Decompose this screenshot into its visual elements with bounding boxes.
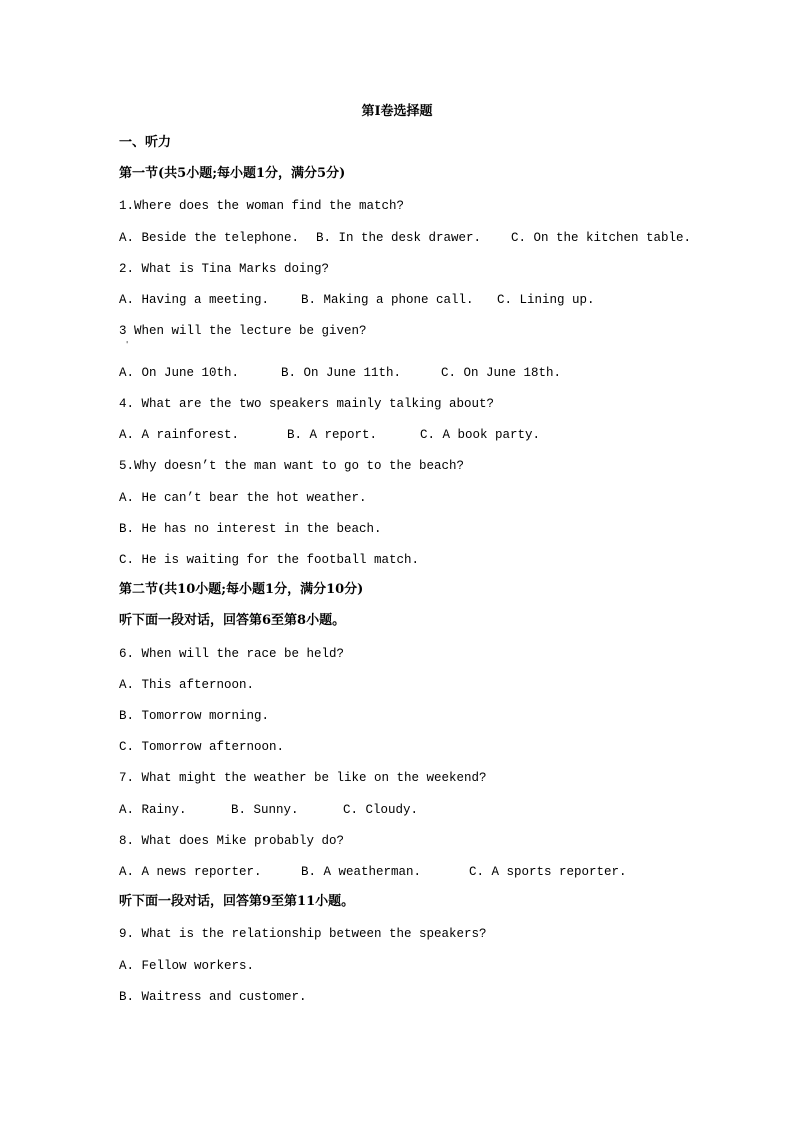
question-3-option-c: C. On June 18th. (441, 366, 562, 380)
dialog-1-instruction: 听下面一段对话，回答第6至第8小题。 (119, 613, 346, 628)
question-7-option-b: B. Sunny. (231, 803, 299, 817)
question-6-option-b: B. Tomorrow morning. (119, 709, 270, 723)
question-7-option-c: C. Cloudy. (343, 803, 419, 817)
question-7-option-a: A. Rainy. (119, 803, 187, 817)
question-5-option-c: C. He is waiting for the football match. (119, 553, 420, 567)
question-6-option-c: C. Tomorrow afternoon. (119, 740, 285, 754)
question-1-option-a: A. Beside the telephone. (119, 231, 300, 245)
question-6: 6. When will the race be held? (119, 647, 345, 661)
question-3: 3 When will the lecture be given? (119, 324, 367, 338)
section-2-header: 第二节(共10小题;每小题1分，满分10分) (119, 582, 364, 597)
stray-mark: ' (126, 340, 129, 349)
question-4: 4. What are the two speakers mainly talking about? (119, 397, 495, 411)
question-8-option-a: A. A news reporter. (119, 865, 262, 879)
question-9-option-a: A. Fellow workers. (119, 959, 255, 973)
question-8: 8. What does Mike probably do? (119, 834, 345, 848)
dialog-2-instruction: 听下面一段对话，回答第9至第11小题。 (119, 894, 355, 909)
question-5-option-a: A. He can’t bear the hot weather. (119, 491, 367, 505)
question-9-option-b: B. Waitress and customer. (119, 990, 307, 1004)
question-5-option-b: B. He has no interest in the beach. (119, 522, 382, 536)
question-5: 5.Why doesn’t the man want to go to the beach? (119, 459, 465, 473)
question-8-option-b: B. A weatherman. (301, 865, 422, 879)
question-7: 7. What might the weather be like on the weekend? (119, 771, 487, 785)
question-3-option-a: A. On June 10th. (119, 366, 240, 380)
question-9: 9. What is the relationship between the speakers? (119, 927, 487, 941)
question-1: 1.Where does the woman find the match? (119, 199, 405, 213)
question-2-option-b: B. Making a phone call. (301, 293, 474, 307)
question-2: 2. What is Tina Marks doing? (119, 262, 330, 276)
question-2-option-a: A. Having a meeting. (119, 293, 270, 307)
question-4-option-b: B. A report. (287, 428, 378, 442)
question-1-option-c: C. On the kitchen table. (511, 231, 692, 245)
question-4-option-a: A. A rainforest. (119, 428, 240, 442)
page-title: 第Ⅰ卷选择题 (361, 104, 433, 119)
question-3-option-b: B. On June 11th. (281, 366, 402, 380)
question-8-option-c: C. A sports reporter. (469, 865, 627, 879)
question-1-option-b: B. In the desk drawer. (316, 231, 482, 245)
part-heading-listening: 一、听力 (119, 135, 172, 150)
question-6-option-a: A. This afternoon. (119, 678, 255, 692)
section-1-header: 第一节(共5小题;每小题1分，满分5分) (119, 166, 346, 181)
question-4-option-c: C. A book party. (420, 428, 541, 442)
question-2-option-c: C. Lining up. (497, 293, 595, 307)
